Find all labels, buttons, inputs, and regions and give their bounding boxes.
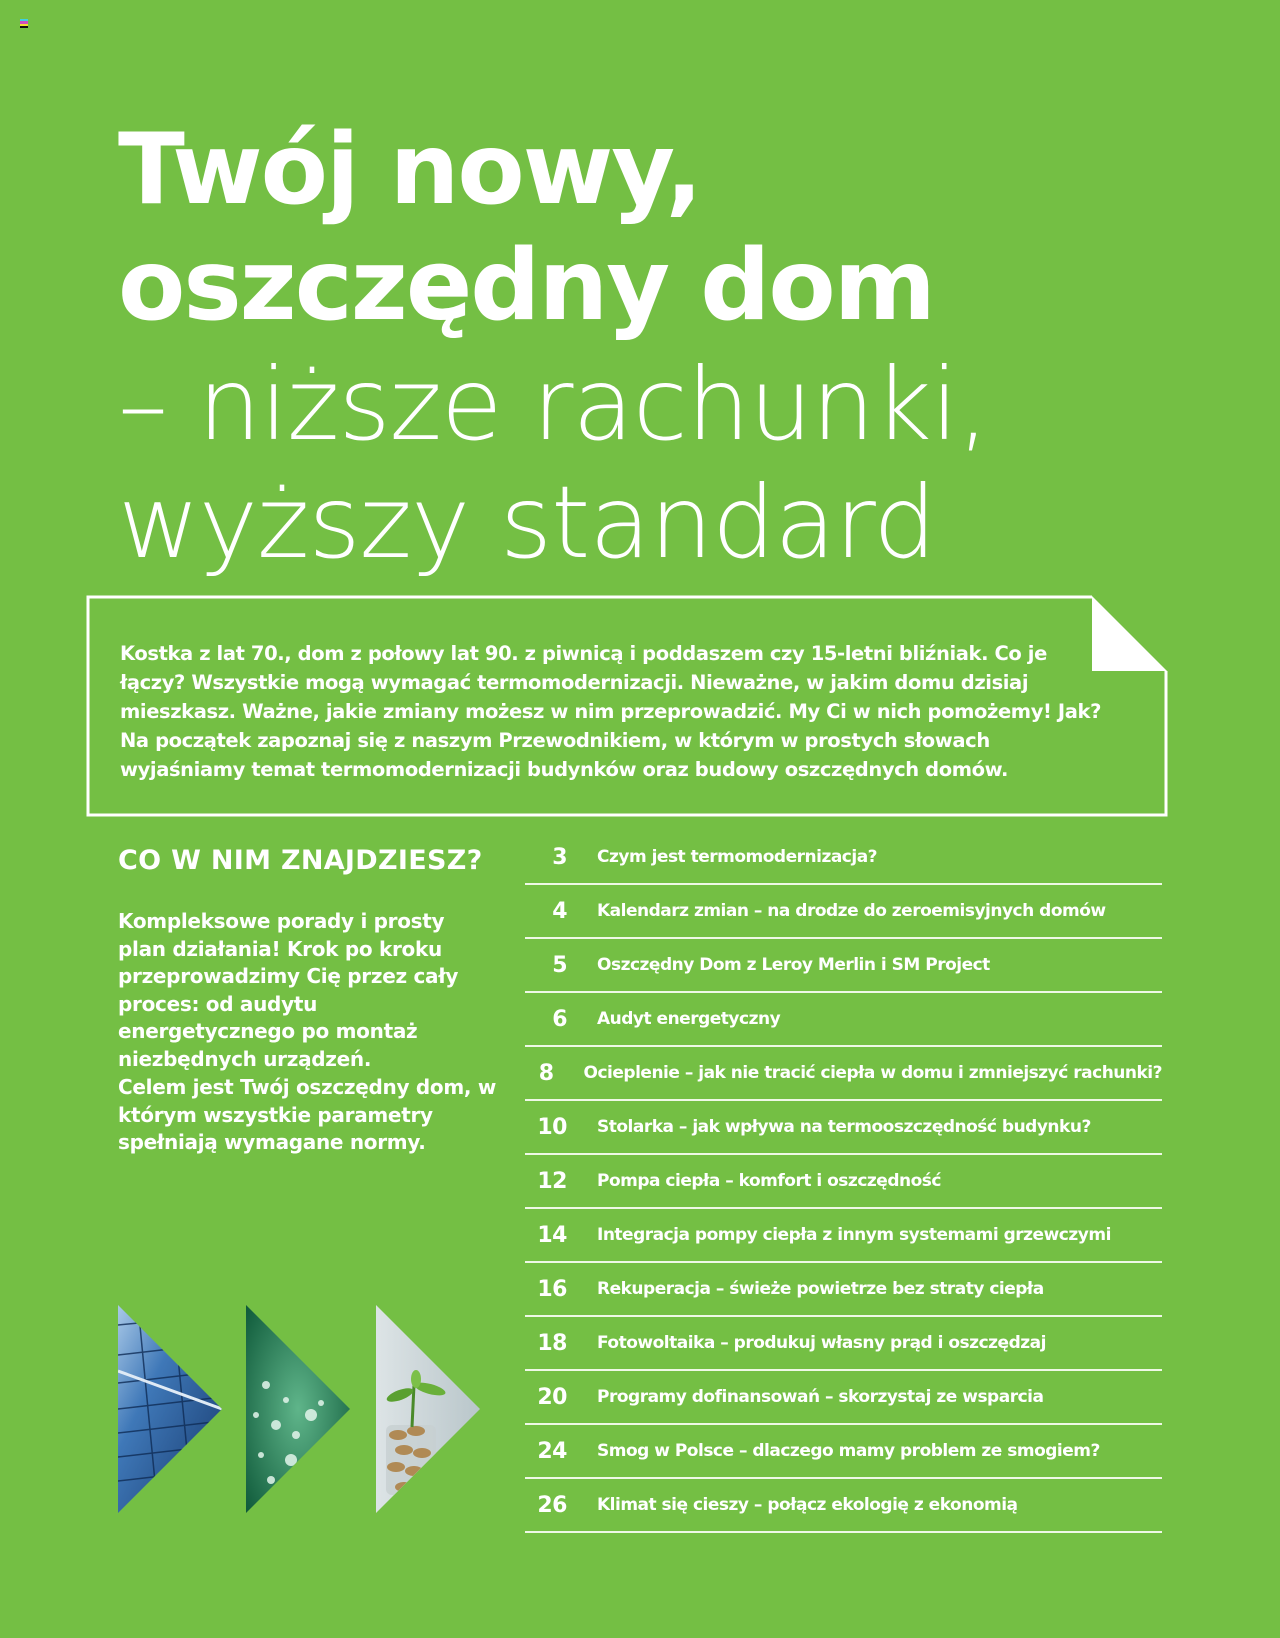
toc-item[interactable] — [525, 1263, 1162, 1317]
toc-page-number: 10 — [537, 1114, 567, 1140]
toc-item[interactable] — [525, 1371, 1162, 1425]
toc-item[interactable] — [525, 939, 1162, 993]
color-registration-mark — [20, 19, 28, 28]
page-title — [118, 112, 1118, 582]
toc-title: Czym jest termomodernizacja? — [597, 847, 878, 867]
contents-description: Kompleksowe porady i prosty plan działania! Krok po kroku przeprowadzimy Cię przez cały proces: od audytu energetycznego po montaż niezbędnych urządzeń. — [118, 909, 459, 1071]
table-of-contents — [525, 831, 1162, 1533]
toc-item[interactable] — [525, 1209, 1162, 1263]
toc-title: Smog w Polsce – dlaczego mamy problem ze smogiem? — [597, 1441, 1100, 1461]
toc-title: Stolarka – jak wpływa na termooszczędność budynku? — [597, 1117, 1091, 1137]
toc-title: Integracja pompy ciepła z innym systemami grzewczymi — [597, 1225, 1111, 1245]
title-line-2: oszczędny dom — [118, 229, 934, 343]
toc-page-number: 20 — [537, 1384, 567, 1410]
toc-item[interactable] — [525, 1425, 1162, 1479]
subtitle-line-1: – niższe rachunki, — [118, 346, 989, 463]
toc-title: Ocieplenie – jak nie tracić ciepła w domu i zmniejszyć rachunki? — [583, 1063, 1162, 1083]
toc-page-number: 16 — [537, 1276, 567, 1302]
toc-item[interactable] — [525, 885, 1162, 939]
toc-title: Kalendarz zmian – na drodze do zeroemisyjnych domów — [597, 901, 1106, 921]
solar-panels-arrow-image — [118, 1305, 222, 1513]
toc-page-number: 4 — [552, 898, 567, 924]
intro-text: Kostka z lat 70., dom z połowy lat 90. z piwnicą i poddaszem czy 15-letni bliźniak. Co je łączy? Wszystkie mogą wymagać termomodernizacji. Nieważne, w jakim domu dzisiaj mieszkasz. Ważne, jakie zmiany możesz w nim przeprowadzić. My Ci w nich pomożemy! Jak? Na początek zapoznaj się z naszym Przewodnikiem, w którym w prostych słowach wyjaśniamy temat termomodernizacji budynków oraz budowy oszczędnych domów. — [120, 642, 1101, 781]
toc-item[interactable] — [525, 1101, 1162, 1155]
plant-coins-jar-arrow-image — [376, 1305, 480, 1513]
subtitle-line-2: wyższy standard — [118, 464, 936, 581]
toc-title: Programy dofinansowań – skorzystaj ze wsparcia — [597, 1387, 1044, 1407]
toc-page-number: 3 — [552, 844, 567, 870]
toc-title: Rekuperacja – świeże powietrze bez straty ciepła — [597, 1279, 1044, 1299]
toc-page-number: 8 — [538, 1060, 554, 1086]
toc-title: Fotowoltaika – produkuj własny prąd i oszczędzaj — [597, 1333, 1046, 1353]
contents-heading: CO W NIM ZNAJDZIESZ? — [118, 845, 483, 876]
contents-goal: Celem jest Twój oszczędny dom, w którym wszystkie parametry spełniają wymagane normy. — [118, 1075, 497, 1154]
toc-item[interactable] — [525, 993, 1162, 1047]
toc-page-number: 5 — [552, 952, 567, 978]
title-line-1: Twój nowy, — [118, 113, 701, 227]
toc-page-number: 24 — [537, 1438, 567, 1464]
toc-item[interactable] — [525, 1317, 1162, 1371]
toc-page-number: 18 — [537, 1330, 567, 1356]
toc-title: Audyt energetyczny — [597, 1009, 781, 1029]
toc-item[interactable] — [525, 1479, 1162, 1533]
toc-title: Pompa ciepła – komfort i oszczędność — [597, 1171, 941, 1191]
toc-page-number: 12 — [537, 1168, 567, 1194]
toc-page-number: 6 — [552, 1006, 567, 1032]
toc-item[interactable] — [525, 1155, 1162, 1209]
toc-item[interactable] — [525, 831, 1162, 885]
toc-page-number: 14 — [537, 1222, 567, 1248]
toc-title: Oszczędny Dom z Leroy Merlin i SM Project — [597, 955, 990, 975]
toc-title: Klimat się cieszy – połącz ekologię z ekonomią — [597, 1495, 1018, 1515]
toc-item[interactable] — [525, 1047, 1162, 1101]
intro-note-box — [86, 595, 1168, 817]
toc-page-number: 26 — [537, 1492, 567, 1518]
water-drops-leaf-arrow-image — [246, 1305, 350, 1513]
